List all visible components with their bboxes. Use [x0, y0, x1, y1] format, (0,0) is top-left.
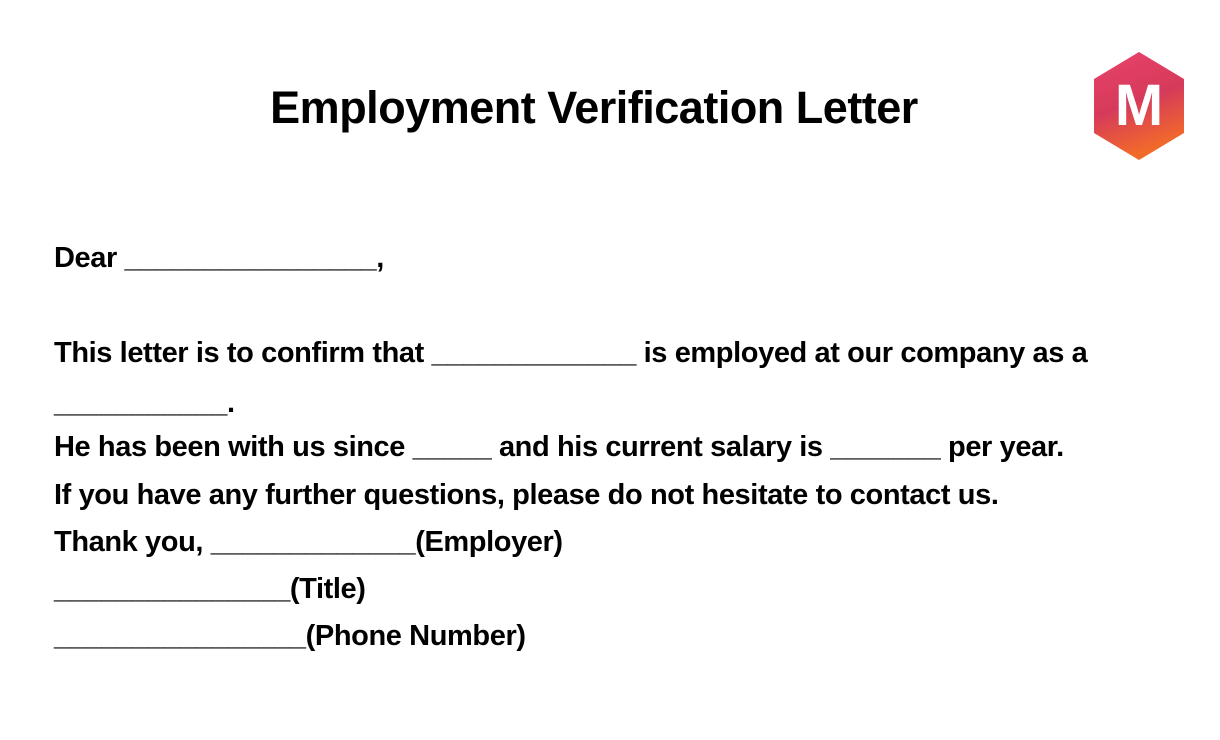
- since-line: He has been with us since _____ and his current salary is _______ per year.: [54, 431, 1064, 463]
- questions-line: If you have any further questions, please do not hesitate to contact us.: [54, 479, 999, 511]
- greeting-line: Dear ________________,: [54, 242, 384, 274]
- brand-logo: [1094, 52, 1184, 160]
- logo-letter: M: [1114, 73, 1164, 138]
- title-line: _______________(Title): [54, 573, 366, 605]
- thanks-line: Thank you, _____________(Employer): [54, 526, 563, 558]
- phone-line: ________________(Phone Number): [54, 620, 526, 652]
- document-title: Employment Verification Letter: [270, 82, 918, 133]
- position-line: ___________.: [54, 387, 235, 419]
- confirm-line: This letter is to confirm that _____________ is employed at our company as a: [54, 337, 1088, 369]
